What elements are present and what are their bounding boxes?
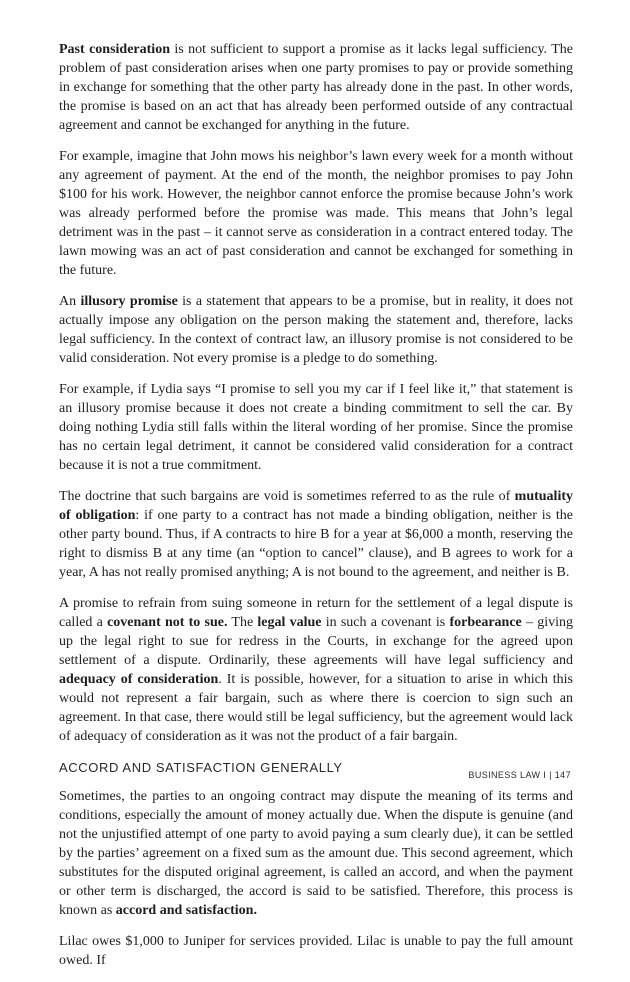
- paragraph-text: The doctrine that such bargains are void is sometimes referred to as the rule of: [59, 489, 515, 504]
- page-body: [59, 40, 573, 982]
- page-footer: [468, 770, 571, 780]
- paragraph-text: Sometimes, the parties to an ongoing contract may dispute the meaning of its terms and conditions, especially the amount of money actually due. When the dispute is genuine (and not the unjustified attempt of one party to avoid paying a sum clearly due), it can be settled by the parties’ agreement on a fixed sum as the amount due. This second agreement, which substitutes for the disputed original agreement, is called an accord, and when the payment or other term is discharged, the accord is said to be satisfied. Therefore, this process is known as: [59, 789, 573, 918]
- footer-separator: |: [549, 770, 552, 780]
- paragraph-lilac: [59, 932, 573, 970]
- paragraph-text: is not sufficient to support a promise as it lacks legal sufficiency. The problem of past consideration arises when one party promises to pay or provide something in exchange for something that the other party has already done in the past. In other words, the promise is based on an act that has already been performed outside of any contractual agreement and cannot be exchanged for anything in the future.: [59, 42, 573, 133]
- paragraph-text: Lilac owes $1,000 to Juniper for services provided. Lilac is unable to pay the full amount owed. If: [59, 934, 573, 968]
- paragraph-text: : if one party to a contract has not made a binding obligation, neither is the other party bound. Thus, if A contracts to hire B for a year at $6,000 a month, reserving the right to dismiss B at any time (an “option to cancel” clause), and B agrees to work for a year, A has not really promised anything; A is not bound to the agreement, and neither is B.: [59, 508, 573, 580]
- paragraph-text: For example, imagine that John mows his neighbor’s lawn every week for a month without any agreement of payment. At the end of the month, the neighbor promises to pay John $100 for his work. However, the neighbor cannot enforce the promise because John’s work was already performed before the promise was made. This means that John’s legal detriment was in the past – it cannot serve as consideration in a contract entered today. The lawn mowing was an act of past consideration and cannot be exchanged for something in the future.: [59, 149, 573, 278]
- term-past-consideration: Past consideration: [59, 42, 170, 57]
- term-legal-value: legal value: [257, 615, 322, 630]
- paragraph-accord: [59, 787, 573, 920]
- term-covenant-not-to-sue: covenant not to sue.: [107, 615, 228, 630]
- paragraph-text: An: [59, 294, 81, 309]
- paragraph-text: . It is possible, however, for a situation to arise in which this would not represent a fair bargain, such as where there is coercion to sign such an agreement. In that case, there would still be legal sufficiency, but the agreement would lack of adequacy of consideration as it was not the product of a fair bargain.: [59, 672, 574, 744]
- page-number: 147: [554, 770, 571, 780]
- paragraph-text: For example, if Lydia says “I promise to sell you my car if I feel like it,” that statement is an illusory promise because it does not create a binding commitment to sell the car. By doing nothing Lydia still falls within the literal wording of her promise. Since the promise has no certain legal detriment, it cannot be considered valid consideration for a contract because it is not a true commitment.: [59, 382, 573, 473]
- paragraph-text: – giving up the legal right to sue for redress in the Courts, in exchange for the agreed upon settlement of a dispute. Ordinarily, these agreements will have legal sufficiency and: [59, 615, 573, 668]
- paragraph-covenant: [59, 594, 573, 746]
- paragraph-illusory-promise: [59, 292, 573, 368]
- paragraph-text: in such a covenant is: [321, 615, 450, 630]
- paragraph-lydia-example: [59, 380, 573, 475]
- paragraph-mutuality: [59, 487, 573, 582]
- term-adequacy-of-consideration: adequacy of consideration: [59, 672, 219, 687]
- paragraph-text: is a statement that appears to be a promise, but in reality, it does not actually impose any obligation on the person making the statement and, therefore, lacks legal sufficiency. In the context of contract law, an illusory promise is not considered to be valid consideration. Not every promise is a pledge to do something.: [59, 294, 573, 366]
- paragraph-text: A promise to refrain from suing someone in return for the settlement of a legal dispute is called a: [59, 596, 573, 630]
- footer-label: BUSINESS LAW I: [468, 770, 547, 780]
- paragraph-text: The: [227, 615, 258, 630]
- term-mutuality-of-obligation: mutuality of obligation: [59, 489, 573, 523]
- term-accord-and-satisfaction: accord and satisfaction.: [115, 903, 257, 918]
- term-illusory-promise: illusory promise: [80, 294, 178, 309]
- section-heading: ACCORD AND SATISFACTION GENERALLY: [59, 760, 343, 775]
- term-forbearance: forbearance: [449, 615, 522, 630]
- paragraph-past-consideration: [59, 40, 573, 135]
- paragraph-john-example: [59, 147, 573, 280]
